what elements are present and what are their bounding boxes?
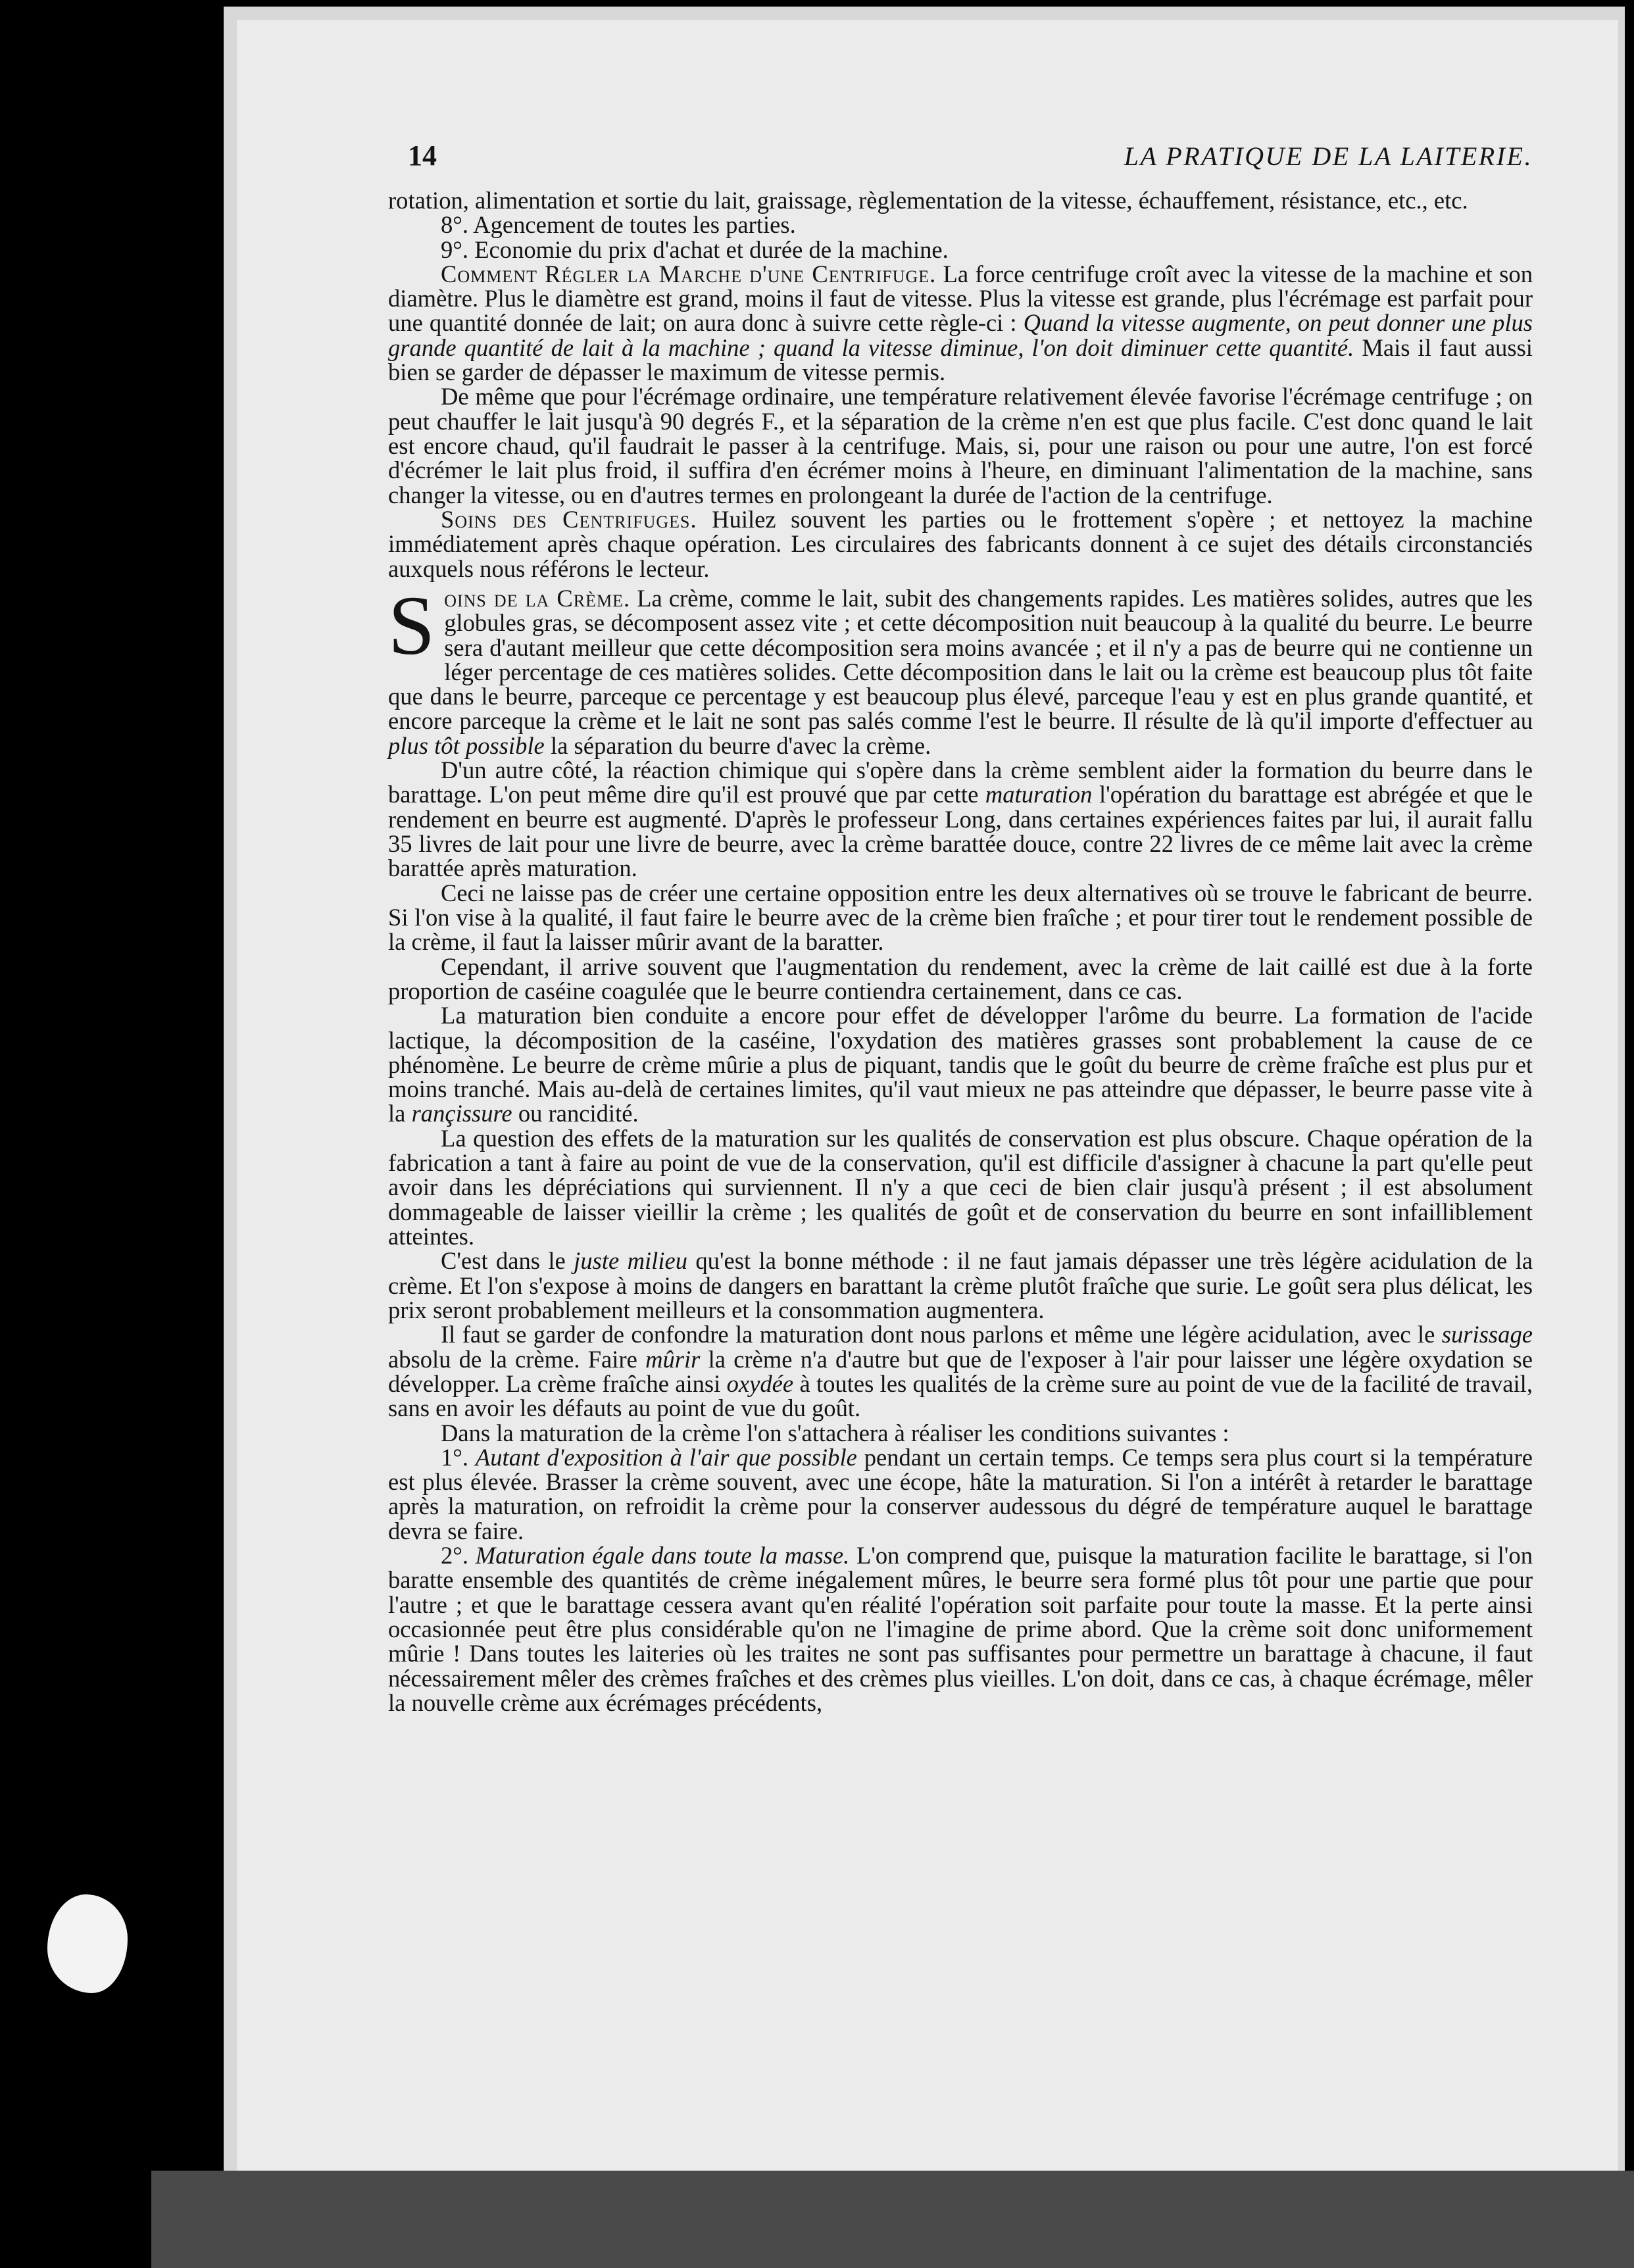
paragraph-text: La crème, comme le lait, subit des changements rapides. Les matières solides, autres que les globules gras, se décomposent assez vite ; et cette décomposition nuit beaucoup à la qualité du beurre. Le beurre sera d'autant meilleur que cette décomposition sera moins avancée ; et il n'y a pas de beurre qui ne contienne un léger percentage de ces matières solides. Cette décomposition dans le lait ou la crème est beaucoup plus tôt faite que dans le beurre, parceque ce percentage y est beaucoup plus élevé, parceque l'eau y est en plus grande quantité, et encore parceque la crème et le lait ne sont pas salés comme l'est le beurre. Il résulte de là qu'il importe d'effectuer au — [388, 584, 1533, 735]
list-number: 2°. — [441, 1542, 469, 1569]
list-item — [388, 237, 1533, 262]
paragraph — [388, 1421, 1533, 1445]
paragraph-text: Huilez souvent les parties ou le frottement s'opère ; et nettoyez la machine immédiatement après chaque opération. Les circulaires des fabricants donnent à ce sujet des détails circonstanciés auxquels nous référons le lecteur. — [388, 505, 1533, 582]
page-text — [388, 141, 1533, 1715]
section-heading: Comment Régler la Marche d'une Centrifuge. — [441, 260, 937, 287]
italic-text: surissage — [1441, 1321, 1533, 1348]
italic-text: oxydée — [726, 1369, 794, 1397]
paragraph — [388, 578, 1533, 759]
paragraph-text: 9°. Economie du prix d'achat et durée de la machine. — [441, 235, 949, 263]
list-number: 1°. — [441, 1443, 469, 1471]
paragraph — [388, 954, 1533, 1004]
paragraph-text: rotation, alimentation et sortie du lait, graissage, règlementation de la vitesse, échauffement, résistance, etc., etc. — [388, 186, 1468, 214]
italic-text: rançissure — [411, 1100, 512, 1127]
list-item — [388, 1445, 1533, 1543]
page-number: 14 — [408, 139, 437, 172]
paragraph-text: L'on comprend que, puisque la maturation facilite le barattage, si l'on baratte ensemble des quantités de crème inégalement mûres, le beurre sera formé plus tôt pour une partie que pour l'autre ; et que le barattage cessera avant qu'en réalité l'opération soit parfaite pour toute la masse. Et la perte ainsi occasionnée peut être plus considérable qu'on ne l'imagine de prime abord. Que la crème soit donc uniformement mûrie ! Dans toutes les laiteries où les traites ne sont pas suffisantes pour permettre un barattage à chacune, il faut nécessairement mêler des crèmes fraîches et des crèmes plus vieilles. L'on doit, dans ce cas, à chaque écrémage, mêler la nouvelle crème aux écrémages précédents, — [388, 1542, 1533, 1716]
paragraph — [388, 758, 1533, 881]
paragraph — [388, 384, 1533, 507]
paragraph-text: La force centrifuge croît avec la vitesse de la machine et son diamètre. Plus le diamètre est grand, moins il faut de vitesse. Plus la vitesse est grande, plus l'écrémage est parfait pour une quantité donnée de lait; on aura donc à suivre cette règle-ci : — [388, 260, 1533, 337]
italic-text: mûrir — [645, 1345, 701, 1373]
paragraph-text: D'un autre côté, la réaction chimique qui s'opère dans la crème semblent aider la formation du beurre dans le barattage. L'on peut même dire qu'il est prouvé que par cette — [388, 756, 1533, 808]
paragraph — [388, 188, 1533, 212]
paragraph-text: Dans la maturation de la crème l'on s'attachera à réaliser les conditions suivantes : — [441, 1419, 1229, 1446]
paragraph-text: La question des effets de la maturation sur les qualités de conservation est plus obscure. Chaque opération de la fabrication a tant à faire au point de vue de la conservation, qu'il est difficile d'assigner à chacune la part qu'elle peut avoir dans les dépréciations qui surviennent. Il n'y a que ceci de bien clair jusqu'à présent ; il est absolument dommageable de laisser vieillir la crème ; les qualités de goût et de conservation du beurre en sont infailliblement atteintes. — [388, 1124, 1533, 1250]
paragraph-text: Mais il faut aussi bien se garder de dépasser le maximum de vitesse permis. — [388, 333, 1533, 386]
paragraph-text: ou rancidité. — [518, 1100, 639, 1127]
scan-blot — [47, 1894, 128, 1993]
paragraph-text: 8°. Agencement de toutes les parties. — [441, 211, 796, 239]
italic-text: Quand la vitesse augmente, on peut donner une plus grande quantité de lait à la machine ; quand la vitesse diminue, l'on doit diminuer cette quantité. — [388, 309, 1533, 361]
list-item — [388, 1543, 1533, 1715]
paragraph — [388, 262, 1533, 385]
italic-text: Maturation égale dans toute la masse. — [475, 1542, 850, 1569]
drop-cap: S — [388, 578, 435, 672]
paragraph-text: La maturation bien conduite a encore pour effet de développer l'arôme du beurre. La formation de l'acide lactique, la décomposition de la caséine, l'oxydation des matières grasses sont probablement la cause de ce phénomène. Le beurre de crème mûrie a plus de piquant, tandis que le goût du beurre de crème fraîche est plus pur et moins tranché. Mais au-delà de certaines limites, qu'il vaut mieux ne pas atteindre que dépasser, le beurre passe vite à la — [388, 1002, 1533, 1127]
paragraph — [388, 1003, 1533, 1126]
paragraph-text: Cependant, il arrive souvent que l'augmentation du rendement, avec la crème de lait caillé est due à la forte proportion de caséine coagulée que le beurre contiendra certainement, dans ce cas. — [388, 952, 1533, 1004]
paragraph — [388, 1248, 1533, 1322]
italic-text: plus tôt possible — [388, 731, 545, 759]
paragraph-text: qu'est la bonne méthode : il ne faut jamais dépasser une très légère acidulation de la crème. Et l'on s'expose à moins de dangers en barattant la crème plutôt fraîche que surie. Le goût sera plus délicat, les prix seront probablement meilleurs et la consommation augmentera. — [388, 1247, 1533, 1323]
italic-text: maturation — [985, 781, 1093, 808]
paragraph-text: Il faut se garder de confondre la maturation dont nous parlons et même une légère acidulation, avec le — [441, 1321, 1435, 1348]
paragraph-text: la crème n'a d'autre but que de l'exposer à l'air pour laisser une légère oxydation se développer. La crème fraîche ainsi — [388, 1345, 1533, 1397]
paragraph — [388, 1126, 1533, 1249]
list-item — [388, 212, 1533, 237]
paragraph-text: absolu de la crème. Faire — [388, 1345, 637, 1373]
paragraph-text: la séparation du beurre d'avec la crème. — [550, 731, 931, 759]
italic-text: Autant d'exposition à l'air que possible — [475, 1443, 857, 1471]
paragraph-text: De même que pour l'écrémage ordinaire, une température relativement élevée favorise l'écrémage centrifuge ; on peut chauffer le lait jusqu'à 90 degrés F., et la séparation de la crème n'en est que plus facile. C'est donc quand le lait est encore chaud, qu'il faudrait le passer à la centrifuge. Mais, si, pour une raison ou pour une autre, l'on est forcé d'écrémer le lait plus froid, il suffira d'en écrémer moins à l'heure, en diminuant l'alimentation de la machine, sans changer la vitesse, ou en d'autres termes en prolongeant la durée de l'action de la centrifuge. — [388, 383, 1533, 508]
section-heading: oins de la Crème. — [444, 584, 631, 612]
page-header — [388, 141, 1533, 171]
paragraph-text: à toutes les qualités de la crème sure au point de vue de la facilité de travail, sans en avoir les défauts au point de vue du goût. — [388, 1369, 1533, 1422]
italic-text: juste milieu — [574, 1247, 688, 1275]
paragraph-text: C'est dans le — [441, 1247, 566, 1275]
section-heading: Soins des Centrifuges. — [441, 505, 697, 533]
paragraph — [388, 1322, 1533, 1420]
paragraph-text: l'opération du barattage est abrégée et que le rendement en beurre est augmenté. D'après le professeur Long, dans certaines expériences faites par lui, il aurait fallu 35 livres de lait pour une livre de beurre, avec la crème barattée douce, contre 22 livres de ce même lait avec la crème barattée après maturation. — [388, 781, 1533, 882]
running-title: LA PRATIQUE DE LA LAITERIE. — [1124, 141, 1533, 171]
scan-border — [151, 2171, 1634, 2268]
paragraph-text: pendant un certain temps. Ce temps sera plus court si la température est plus élevée. Brasser la crème souvent, avec une écope, hâte la maturation. Si l'on a intérêt à retarder le barattage après la maturation, on refroidit la crème pour la conserver audessous du dégré de température auquel le barattage devra se faire. — [388, 1443, 1533, 1544]
paragraph — [388, 507, 1533, 581]
paragraph — [388, 881, 1533, 954]
paragraph-text: Ceci ne laisse pas de créer une certaine opposition entre les deux alternatives où se trouve le fabricant de beurre. Si l'on vise à la qualité, il faut faire le beurre avec de la crème bien fraîche ; et pour tirer tout le rendement possible de la crème, il faut la laisser mûrir avant de la baratter. — [388, 879, 1533, 956]
